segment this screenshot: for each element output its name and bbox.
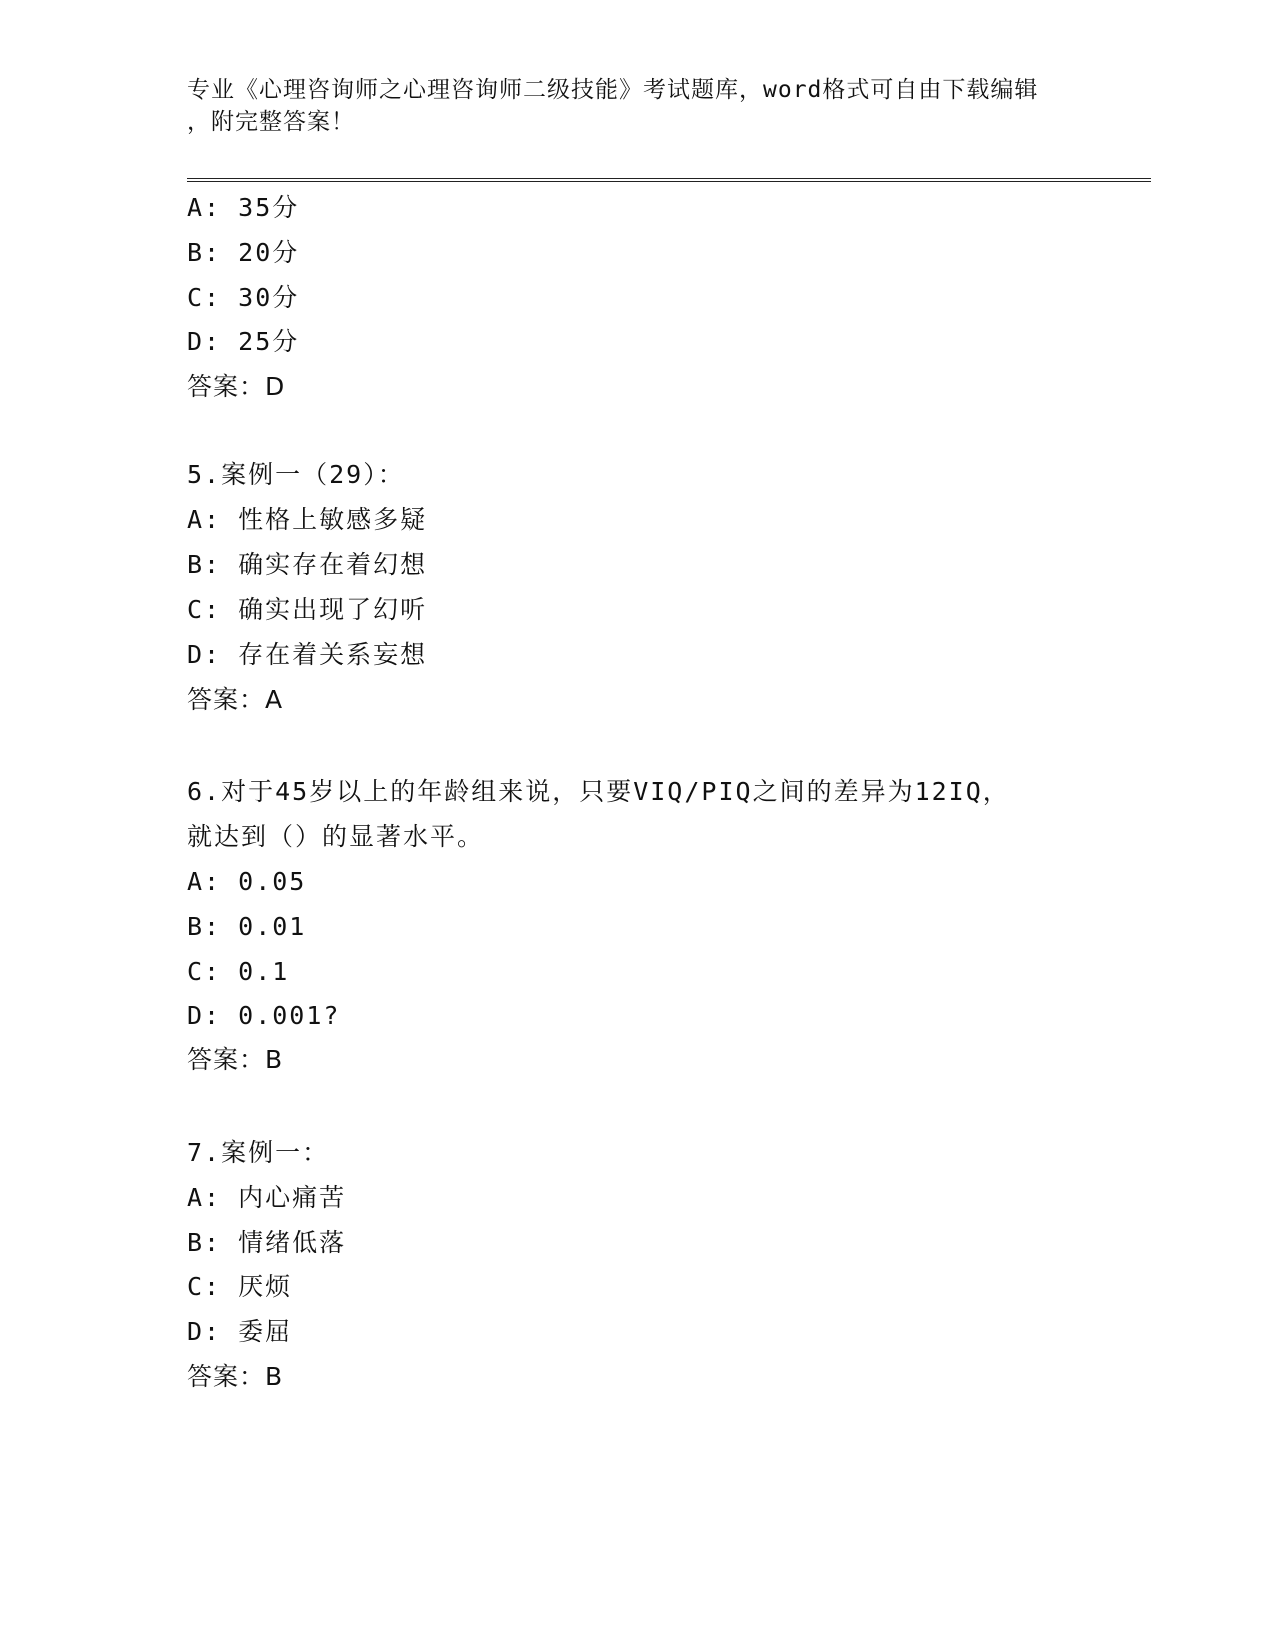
option-a: A: 0.05 [187, 867, 307, 896]
question-text: 7.案例一： [187, 1138, 330, 1167]
option-b: B: 20分 [187, 238, 300, 267]
document-header [187, 74, 1087, 138]
option-a: A: 内心痛苦 [187, 1183, 347, 1212]
option-d: D: 25分 [187, 327, 300, 356]
option-c: C: 0.1 [187, 957, 290, 986]
option-c: C: 30分 [187, 283, 300, 312]
answer-label: 答案：A [187, 685, 284, 714]
option-b: B: 确实存在着幻想 [187, 550, 428, 579]
option-d: D: 0.001? [187, 1001, 341, 1030]
option-b: B: 情绪低落 [187, 1228, 347, 1257]
question-text: 5.案例一（29）： [187, 460, 405, 489]
header-line-2: ，附完整答案！ [187, 109, 355, 135]
header-line-1: 专业《心理咨询师之心理咨询师二级技能》考试题库，word格式可自由下载编辑 [187, 77, 1039, 103]
answer-label: 答案：D [187, 372, 286, 401]
question-text-line-1: 6.对于45岁以上的年龄组来说，只要VIQ/PIQ之间的差异为12IQ， [187, 777, 1010, 806]
header-divider [187, 178, 1151, 182]
option-b: B: 0.01 [187, 912, 307, 941]
answer-label: 答案：B [187, 1362, 284, 1391]
option-d: D: 委屈 [187, 1317, 293, 1346]
option-d: D: 存在着关系妄想 [187, 640, 428, 669]
option-c: C: 厌烦 [187, 1272, 293, 1301]
option-c: C: 确实出现了幻听 [187, 595, 428, 624]
answer-label: 答案：B [187, 1045, 284, 1074]
option-a: A: 35分 [187, 193, 300, 222]
option-a: A: 性格上敏感多疑 [187, 505, 428, 534]
question-text-line-2: 就达到（）的显著水平。 [187, 822, 485, 851]
